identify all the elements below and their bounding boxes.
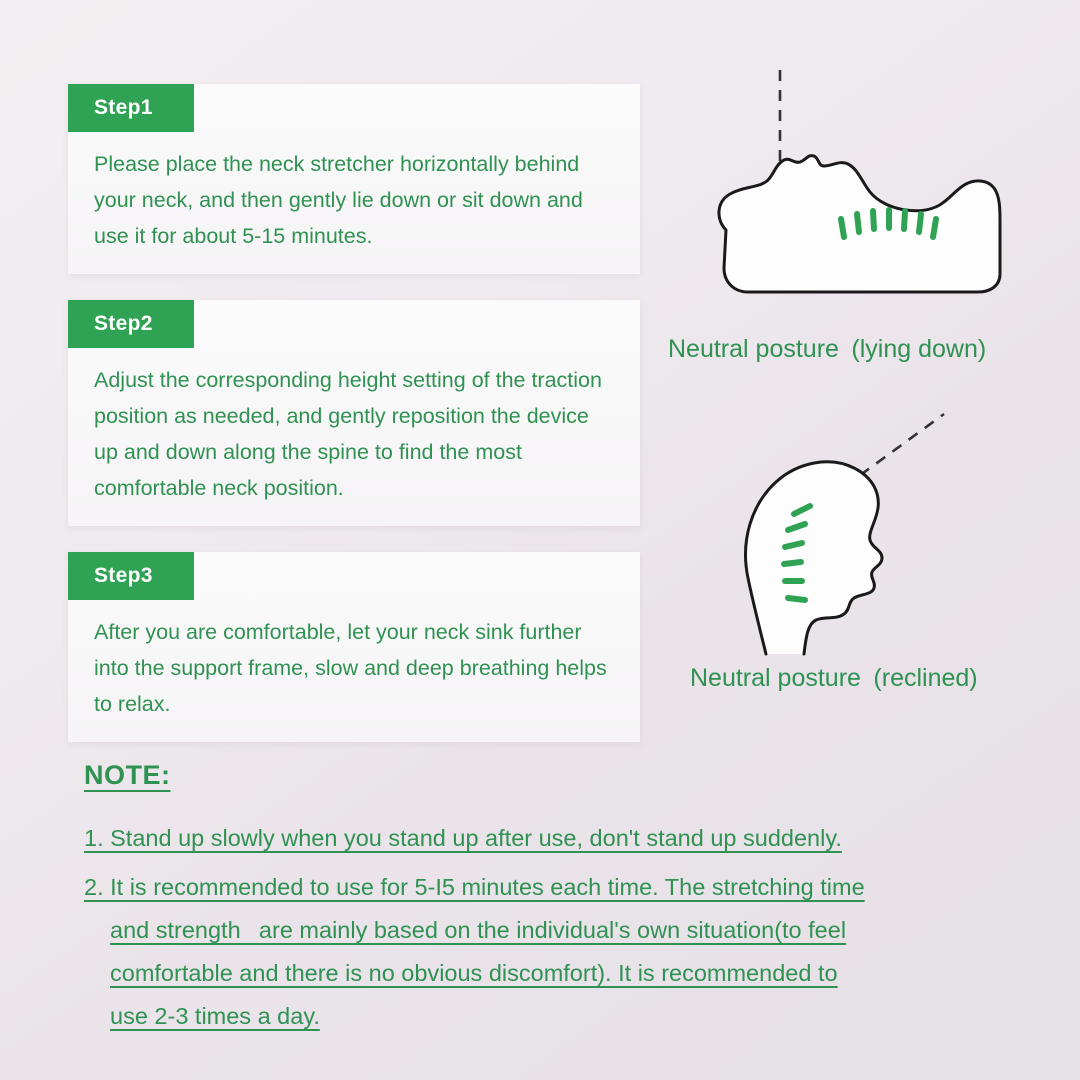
note-item-line: comfortable and there is no obvious discomfort). It is recommended to <box>110 960 838 986</box>
step-description: After you are comfortable, let your neck sink further into the support frame, slow and deep breathing helps to relax. <box>94 620 607 716</box>
note-item-line: 2. It is recommended to use for 5-I5 minutes each time. The stretching time <box>84 874 865 900</box>
step-card <box>68 84 640 274</box>
step-description: Adjust the corresponding height setting of the traction position as needed, and gently reposition the device up and down along the spine to find the most comfortable neck position. <box>94 368 602 500</box>
head-outline <box>746 462 882 654</box>
step-badge: Step2 <box>68 300 194 348</box>
step-badge: Step3 <box>68 552 194 600</box>
steps-column <box>68 84 640 768</box>
illustration-caption: Neutral posture (reclined) <box>690 664 978 692</box>
step-card <box>68 552 640 742</box>
note-list <box>84 817 1014 1038</box>
step-card <box>68 300 640 526</box>
head-lying-down-icon <box>648 60 1058 360</box>
head-reclined-icon <box>648 392 1058 692</box>
step-description: Please place the neck stretcher horizontally behind your neck, and then gently lie down or sit down and use it for about 5-15 minutes. <box>94 152 583 248</box>
note-item <box>84 866 1014 1038</box>
note-section <box>84 760 1014 1044</box>
illustration-caption: Neutral posture (lying down) <box>668 335 987 363</box>
note-item <box>84 817 1014 860</box>
note-item-line: use 2-3 times a day. <box>110 1003 320 1029</box>
step-badge: Step1 <box>68 84 194 132</box>
note-title: NOTE: <box>84 760 171 790</box>
note-item-line: and strength are mainly based on the individual's own situation(to feel <box>110 917 847 943</box>
note-item-line: 1. Stand up slowly when you stand up after use, don't stand up suddenly. <box>84 825 842 851</box>
